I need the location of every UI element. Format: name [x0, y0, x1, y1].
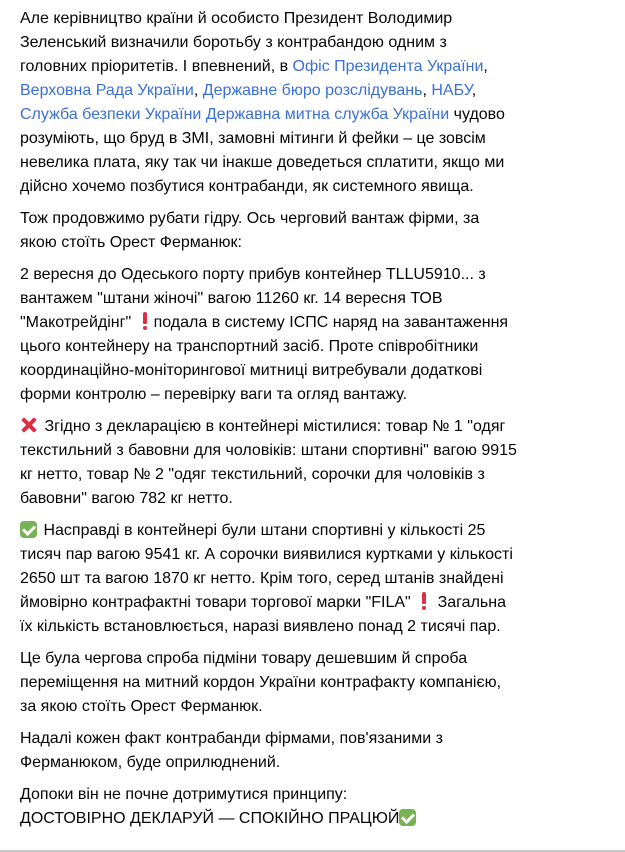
text-line	[20, 439, 620, 463]
text-segment: Загальна	[433, 594, 506, 611]
text-segment: вантажем "штани жіночі" вагою 11260 кг. 14 вересня ТОВ	[20, 290, 443, 307]
text-line	[20, 807, 620, 831]
text-segment: ,	[471, 82, 477, 99]
text-line	[20, 55, 620, 79]
text-segment: Надалі кожен факт контрабанди фірмами, пов'язаними з	[20, 730, 443, 747]
text-segment: ймовірно контрафактні товари торгової марки "FILA"	[20, 594, 416, 611]
text-line	[20, 727, 620, 751]
text-segment: Згідно з декларацією в контейнері містилися: товар № 1 "одяг	[40, 418, 506, 435]
text-segment: Тож продовжимо рубати гідру. Ось черговий вантаж фірми, за	[20, 210, 480, 227]
post-paragraph	[20, 415, 620, 511]
text-segment: розуміють, що бруд в ЗМІ, замовні мітинги й фейки – це зовсім	[20, 130, 486, 147]
page-link[interactable]: Служба безпеки України	[20, 106, 202, 123]
text-line	[20, 487, 620, 511]
check-mark-icon	[399, 809, 416, 826]
text-segment: за якою стоїть Орест Ферманюк.	[20, 698, 263, 715]
text-line	[20, 175, 620, 199]
text-segment: Насправді в контейнері були штани спортивні у кількості 25	[39, 522, 486, 539]
post-paragraph	[20, 783, 620, 831]
post-paragraph	[20, 519, 620, 639]
text-line	[20, 287, 620, 311]
exclamation-icon	[140, 312, 150, 330]
text-segment: Але керівництво країни й особисто Президент Володимир	[20, 10, 453, 27]
text-line	[20, 543, 620, 567]
page-link[interactable]: Верховна Рада України	[20, 82, 194, 99]
text-line	[20, 695, 620, 719]
text-segment: текстильний з бавовни для чоловіків: штани спортивні" вагою 9915	[20, 442, 517, 459]
text-segment: 2650 шт та вагою 1870 кг нетто. Крім того, серед штанів знайдені	[20, 570, 504, 587]
text-segment: ,	[483, 58, 488, 75]
text-line	[20, 783, 620, 807]
page-link[interactable]: Державна митна служба України	[205, 106, 450, 123]
text-line	[20, 359, 620, 383]
text-line	[20, 311, 620, 335]
exclamation-icon	[419, 592, 429, 610]
post-paragraph	[20, 7, 620, 199]
text-segment: дійсно хочемо позбутися контрабанди, як системного явища.	[20, 178, 474, 195]
text-line	[20, 615, 620, 639]
text-segment: якою стоїть Орест Ферманюк:	[20, 234, 242, 251]
text-segment: тисяч пар вагою 9541 кг. А сорочки виявилися куртками у кількості	[20, 546, 513, 563]
text-line	[20, 263, 620, 287]
text-segment: чудово	[449, 106, 505, 123]
text-line	[20, 383, 620, 407]
post-body	[20, 7, 620, 839]
text-segment: їх кількість встановлюється, наразі виявлено понад 2 тисячі пар.	[20, 618, 501, 635]
text-segment: кг нетто, товар № 2 "одяг текстильний, сорочки для чоловіків з	[20, 466, 485, 483]
text-segment: ,	[422, 82, 432, 99]
post-paragraph	[20, 263, 620, 407]
text-line	[20, 79, 620, 103]
text-line	[20, 127, 620, 151]
text-line	[20, 31, 620, 55]
page-link[interactable]: Офіс Президента України	[292, 58, 484, 75]
text-line	[20, 151, 620, 175]
text-segment: невелика плата, яку так чи інакше доведеться сплатити, якщо ми	[20, 154, 505, 171]
cross-mark-icon	[20, 416, 38, 434]
text-line	[20, 647, 620, 671]
text-line	[20, 207, 620, 231]
text-line	[20, 103, 620, 127]
text-segment: головних пріоритетів. І впевнений, в	[20, 58, 293, 75]
text-segment: форми контролю – перевірку ваги та огляд вантажу.	[20, 386, 408, 403]
text-line	[20, 231, 620, 255]
post-paragraph	[20, 727, 620, 775]
text-segment: Ферманюком, буде оприлюднений.	[20, 754, 281, 771]
text-segment: переміщення на митний кордон України контрафакту компанією,	[20, 674, 502, 691]
text-line	[20, 7, 620, 31]
text-segment: ,	[193, 82, 203, 99]
check-mark-icon	[20, 521, 37, 538]
post-paragraph	[20, 647, 620, 719]
text-line	[20, 751, 620, 775]
text-segment: 2 вересня до Одеського порту прибув контейнер TLLU5910... з	[20, 266, 486, 283]
post-paragraph	[20, 207, 620, 255]
text-segment: "Макотрейдінг"	[20, 314, 136, 331]
text-segment: координаційно-моніторингової митниці витребували додаткові	[20, 362, 483, 379]
text-line	[20, 591, 620, 615]
text-line	[20, 335, 620, 359]
text-segment: Зеленський визначили боротьбу з контрабандою одним з	[20, 34, 447, 51]
page-link[interactable]: НАБУ	[431, 82, 472, 99]
text-segment: бавовни" вагою 782 кг нетто.	[20, 490, 233, 507]
text-segment: подала в систему ІСПС наряд на завантаження	[153, 314, 509, 331]
text-line	[20, 567, 620, 591]
page-link[interactable]: Державне бюро розслідувань	[202, 82, 423, 99]
text-line	[20, 519, 620, 543]
text-segment: цього контейнеру на транспортний засіб. Проте співробітники	[20, 338, 479, 355]
text-segment: Допоки він не почне дотримутися принципу:	[20, 786, 348, 803]
text-segment: Це була чергова спроба підміни товару дешевшим й спроба	[20, 650, 468, 667]
text-line	[20, 415, 620, 439]
text-line	[20, 463, 620, 487]
text-line	[20, 671, 620, 695]
text-segment: ДОСТОВІРНО ДЕКЛАРУЙ — СПОКІЙНО ПРАЦЮЙ	[20, 810, 400, 827]
